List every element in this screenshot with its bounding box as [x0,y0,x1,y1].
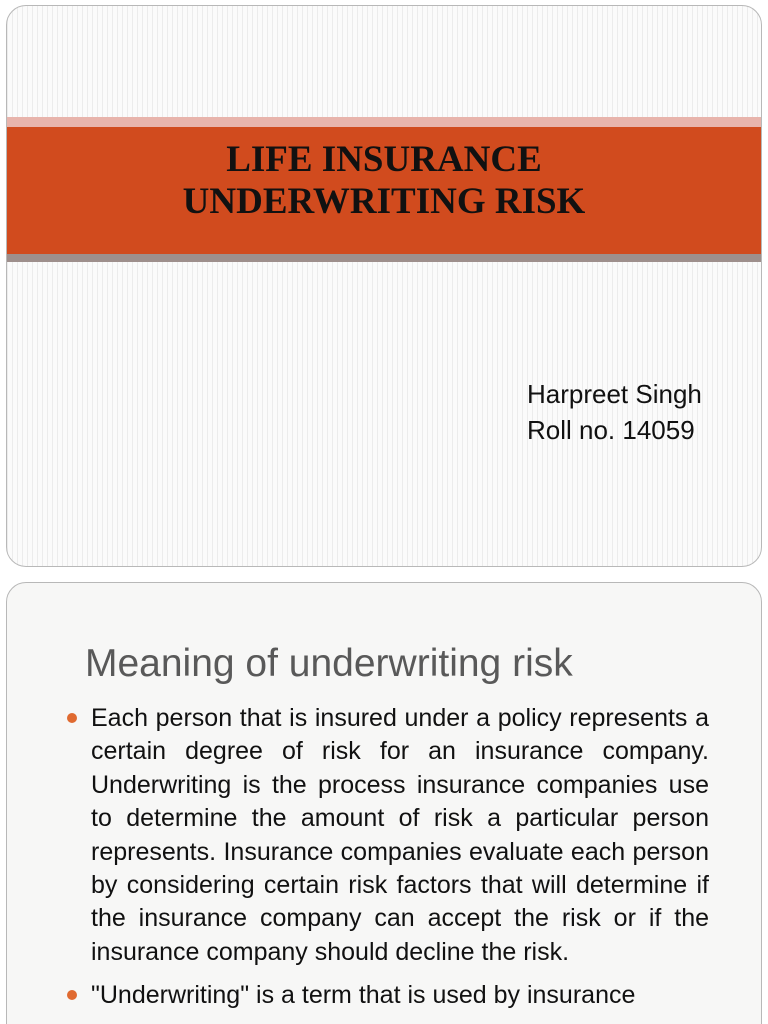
slide-heading: Meaning of underwriting risk [85,642,573,685]
slide-title-line-2: UNDERWRITING RISK [182,181,586,222]
slide-title [7,139,761,223]
author-block [527,376,702,448]
bullet-item [91,702,709,969]
bullet-text: Each person that is insured under a policy represents a certain degree of risk for an insurance company. Underwriting is the process insurance companies use to determine the amount of risk a particular person represents. Insurance companies evaluate each person by considering certain risk factors that will determine if the insurance company can accept the risk or if the insurance company should decline the risk. [91,704,709,966]
bullet-dot-icon [67,990,77,1000]
slide-title-line-1: LIFE INSURANCE [226,139,542,180]
roll-number: Roll no. 14059 [527,415,695,445]
title-band-bottom-stripe [7,254,761,262]
bullet-item [91,979,709,1012]
bullet-list [91,702,709,1023]
bullet-text: "Underwriting" is a term that is used by insurance [91,981,636,1010]
content-slide [6,582,762,1024]
author-name: Harpreet Singh [527,379,702,409]
title-band-top-stripe [7,117,761,127]
bullet-dot-icon [67,713,77,723]
title-slide [6,5,762,567]
